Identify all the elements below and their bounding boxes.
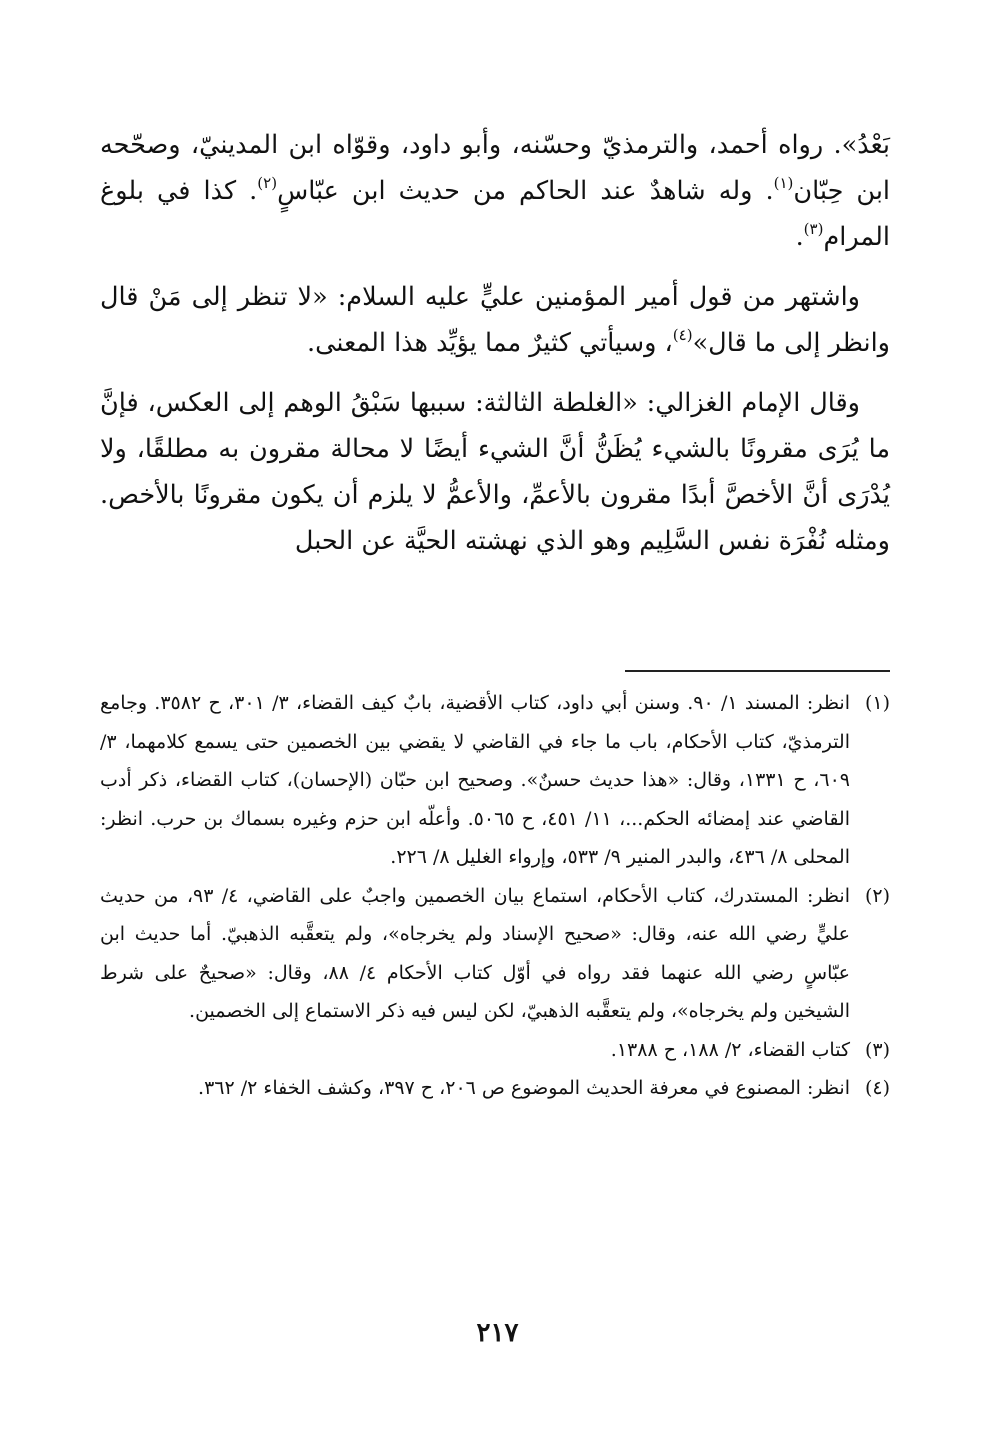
paragraph-text: واشتهر من قول أمير المؤمنين عليٍّ عليه السلام: «لا تنظر إلى مَنْ قال وانظر إلى ما قال»	[100, 282, 890, 358]
paragraph	[100, 274, 890, 366]
footnote-number: (١)	[864, 692, 890, 714]
paragraph	[100, 122, 890, 260]
paragraph-text: ، وسيأتي كثيرٌ مما يؤيِّد هذا المعنى.	[307, 328, 673, 358]
footnote	[100, 877, 890, 1031]
footnote-number: (٢)	[864, 884, 890, 907]
paragraph-text: . وله شاهدٌ عند الحاكم من حديث ابن عبّاسٍ	[277, 176, 774, 206]
footnote-text: كتاب القضاء، ٢/ ١٨٨، ح ١٣٨٨.	[610, 1038, 850, 1061]
footnote-text: انظر: المستدرك، كتاب الأحكام، استماع بيان الخصمين واجبٌ على القاضي، ٤/ ٩٣، من حديث عليٍّ رضي الله عنه، وقال: «صحيح الإسناد ولم يخرجاه»، ولم يتعقَّبه الذهبيّ. أما حديث ابن عبّاسٍ رضي الله عنهما فقد رواه في أوّل كتاب الأحكام ٤/ ٨٨، وقال: «صحيحٌ على شرط الشيخين ولم يخرجاه»، ولم يتعقَّبه الذهبيّ، لكن ليس فيه ذكر الاستماع إلى الخصمين.	[100, 884, 850, 1022]
footnote-number: (٣)	[864, 1038, 890, 1061]
footnote-text: انظر: المسند ١/ ٩٠. وسنن أبي داود، كتاب الأقضية، بابٌ كيف القضاء، ٣/ ٣٠١، ح ٣٥٨٢. وجامع الترمذيّ، كتاب الأحكام، باب ما جاء في القاضي لا يقضي بين الخصمين حتى يسمع كلامهما، ٣/ ٦٠٩، ح ١٣٣١، وقال: «هذا حديث حسنٌ». وصحيح ابن حبّان (الإحسان)، كتاب القضاء، ذكر أدب القاضي عند إمضائه الحكم...، ١١/ ٤٥١، ح ٥٠٦٥. وأعلّه ابن حزم وغيره بسماك بن حرب. انظر: المحلى ٨/ ٤٣٦، والبدر المنير ٩/ ٥٣٣، وإرواء الغليل ٨/ ٢٢٦.	[100, 692, 851, 868]
paragraph-text: بَعْدُ». رواه أحمد، والترمذيّ وحسّنه، وأبو داود، وقوّاه ابن المدينيّ، وصحّحه ابن حِبّان	[100, 130, 891, 206]
paragraph-text: .	[795, 222, 804, 252]
footnote-reference: (٤)	[672, 325, 693, 344]
footnote-text: انظر: المصنوع في معرفة الحديث الموضوع ص ٢٠٦، ح ٣٩٧، وكشف الخفاء ٢/ ٣٦٢.	[198, 1077, 850, 1099]
footnote-reference: (٢)	[257, 173, 278, 192]
footnote	[100, 1069, 890, 1108]
main-text	[100, 122, 890, 578]
paragraph-text: . كذا في بلوغ المرام	[100, 176, 890, 252]
footnote	[100, 684, 890, 877]
paragraph-text: وقال الإمام الغزالي: «الغلطة الثالثة: سببها سَبْقُ الوهم إلى العكس، فإنَّ ما يُرَى مقرونًا بالشيء يُظَنُّ أنَّ الشيء أيضًا لا محالة مقرون به مطلقًا، ولا يُدْرَى أنَّ الأخصَّ أبدًا مقرون بالأعمِّ، والأعمُّ لا يلزم أن يكون مقرونًا بالأخص. ومثله نُفْرَة نفس السَّلِيم وهو الذي نهشته الحيَّة عن الحبل	[100, 388, 890, 556]
paragraph	[100, 380, 890, 564]
footnote-number: (٤)	[864, 1077, 890, 1099]
footnote-reference: (٣)	[803, 219, 824, 238]
footnote	[100, 1031, 890, 1070]
footnotes	[100, 684, 890, 1108]
footnote-separator	[625, 670, 890, 672]
page-number: ٢١٧	[476, 1318, 519, 1348]
footnote-reference: (١)	[773, 173, 794, 192]
